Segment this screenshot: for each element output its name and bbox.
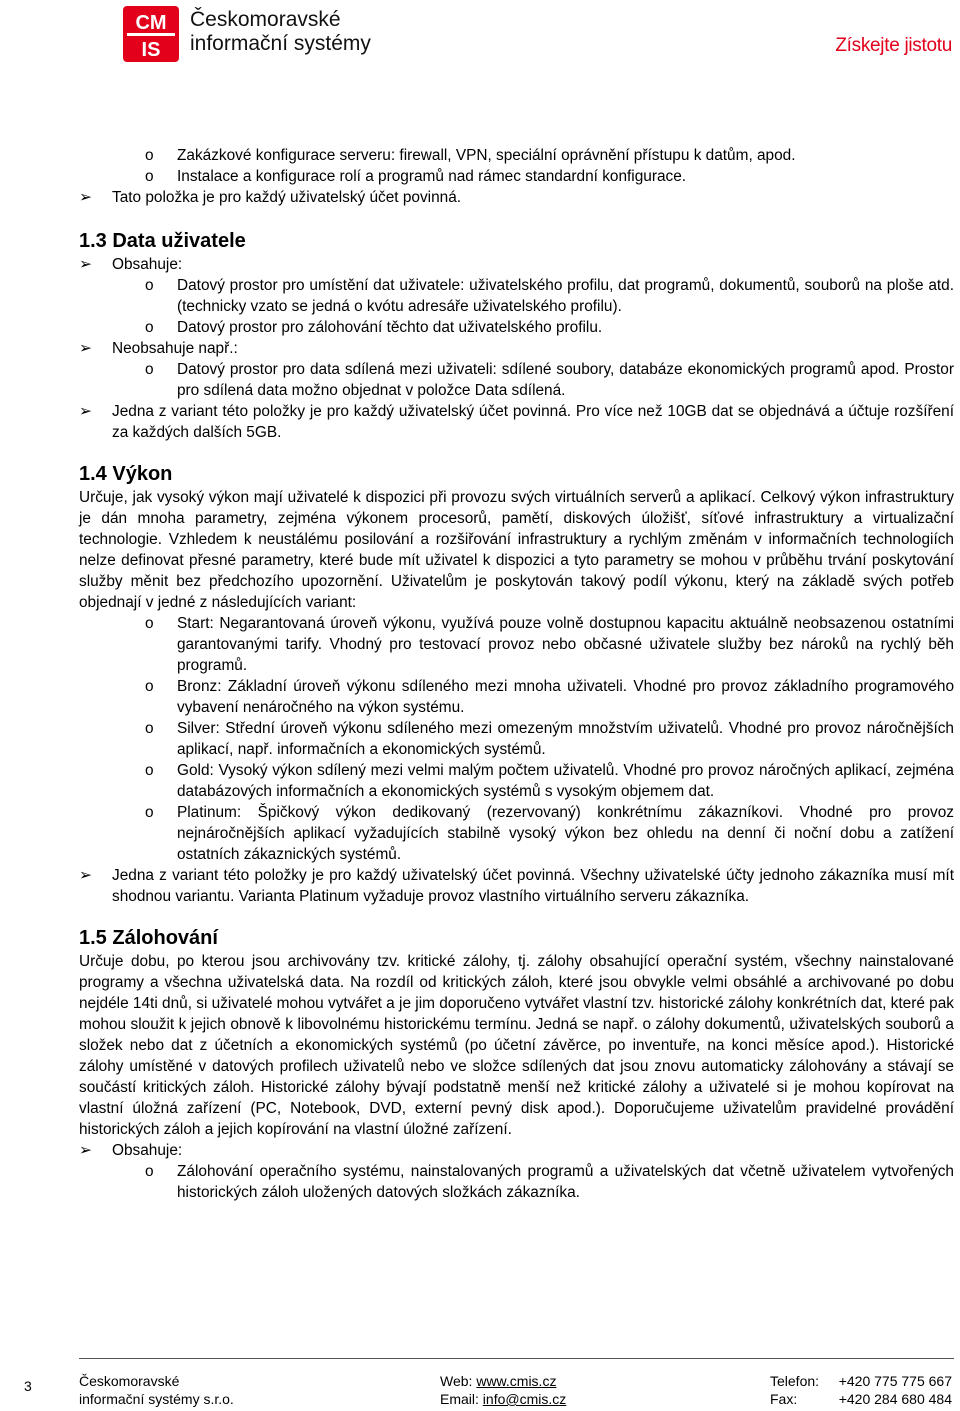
list-item: ➢ Tato položka je pro každý uživatelský účet povinná.	[79, 189, 462, 206]
paragraph: Určuje, jak vysoký výkon mají uživatelé k dispozici při provozu svých virtuálních serverů a aplikací. Celkový výkon infrastruktury je dán mnoha parametry, zejména výkonem procesorů, pamětí, diskových úložišť, síťové infrastruktury a virtualizační technologie. Vzhledem k neustálému posilování a rozšiřování infrastruktury a rychlým změnám v informačních technologiích nelze definovat přesné parametry, které bude mít uživatel k dispozici a tyto parametry se mohou v průběhu trvání poskytování služby měnit bez předchozího upozornění. Uživatelům je poskytován takový podíl výkonu, který na základě svých potřeb objednají v jedné z následujících variant:	[79, 489, 954, 611]
list-item: o Start: Negarantovaná úroveň výkonu, využívá pouze volně dostupnou kapacitu aktuálně neobsazenou ostatními garantovanými tarify. Vhodný pro testovací provoz nebo občasné uživatele služby bez nároků na rychlý běh programů.	[145, 615, 954, 674]
list-item: o Zakázkové konfigurace serveru: firewall, VPN, speciální oprávnění přístupu k datům, apod.	[145, 147, 796, 164]
list-item: o Silver: Střední úroveň výkonu sdíleného mezi omezeným množstvím uživatelů. Vhodné pro provoz náročnějších aplikací, např. informačních a ekonomických systémů.	[145, 720, 954, 758]
list-item: ➢ Neobsahuje např.:	[79, 340, 238, 357]
web-link[interactable]: www.cmis.cz	[476, 1373, 557, 1389]
cmis-logo	[123, 6, 179, 62]
list-item: o Instalace a konfigurace rolí a programů nad rámec standardní konfigurace.	[145, 168, 687, 185]
page-header	[0, 0, 960, 80]
list-item: ➢ Jedna z variant této položky je pro každý uživatelský účet povinná. Všechny uživatelské účty jednoho zákazníka musí mít shodnou variantu. Varianta Platinum vyžaduje provoz vlastního virtuálního serveru zákazníka.	[79, 867, 954, 905]
section-title: 1.4 Výkon	[79, 463, 173, 485]
footer-phones: Telefon: +420 775 775 667 Fax: +420 284 680 484	[770, 1373, 952, 1407]
list-item: o Datový prostor pro zálohování těchto dat uživatelského profilu.	[145, 319, 603, 336]
company-name: Českomoravské informační systémy	[190, 8, 371, 55]
email-link[interactable]: info@cmis.cz	[482, 1391, 567, 1407]
list-item: o Datový prostor pro umístění dat uživatele: uživatelského profilu, dat programů, dokumentů, souborů na ploše atd. (technicky vzato se jedná o kvótu adresáře uživatelského profilu).	[145, 277, 954, 315]
document-body	[79, 145, 954, 1203]
svg-text:CM: CM	[135, 12, 167, 34]
section-title: 1.5 Zálohování	[79, 927, 218, 949]
page-footer	[0, 1350, 960, 1411]
footer-contacts: Web: www.cmis.cz Email: info@cmis.cz	[440, 1373, 567, 1407]
list-item: o Zálohování operačního systému, nainstalovaných programů a uživatelských dat včetně uživatelem vytvořených historických záloh uložených datových složkách zákazníka.	[145, 1163, 954, 1201]
footer-divider	[79, 1358, 954, 1359]
section-title: 1.3 Data uživatele	[79, 230, 246, 252]
list-item: o Bronz: Základní úroveň výkonu sdíleného mezi mnoha uživateli. Vhodné pro provoz základního programového vybavení nenáročného na výkon systému.	[145, 678, 954, 716]
slogan: Získejte jistotu	[835, 35, 952, 56]
list-item: ➢ Jedna z variant této položky je pro každý uživatelský účet povinná. Pro více než 10GB dat se objednává a účtuje rozšíření za každých dalších 5GB.	[79, 403, 954, 441]
list-item: ➢ Obsahuje:	[79, 256, 183, 273]
svg-text:IS: IS	[141, 39, 161, 61]
list-item: o Gold: Vysoký výkon sdílený mezi velmi malým počtem uživatelů. Vhodné pro provoz náročných aplikací, zejména databázových informačních a ekonomických systémů s vysokým objemem dat.	[145, 762, 954, 800]
list-item: ➢ Obsahuje:	[79, 1142, 183, 1159]
paragraph: Určuje dobu, po kterou jsou archivovány tzv. kritické zálohy, tj. zálohy obsahující operační systém, všechny nainstalované programy a všechna uživatelská data. Na rozdíl od kritických záloh, které jsou obvykle velmi obsáhlé a archivované po dobu nejdéle 14ti dnů, si uživatelé mohou vytvářet a je jim doporučeno vytvářet vlastní tzv. historické zálohy konkrétních dat, které pak mohou sloužit k jejich obnově k libovolnému historickému termínu. Jedná se např. o zálohy dokumentů, uživatelských souborů a složek nebo dat z účetních a ekonomických systémů (po účetní závěrce, po inventuře, na konci měsíce apod.). Historické zálohy umístěné v datových profilech uživatelů nebo ve složce sdílených dat jsou znovu automaticky zálohovány a stávají se součástí kritických záloh. Historické zálohy bývají podstatně menší než kritické zálohy a uživatelé si je mohou kopírovat na vlastní úložná zařízení (PC, Notebook, DVD, externí pevný disk apod.). Doporučujeme uživatelům pravidelné provádění historických záloh a jejich kopírování na vlastní úložné zařízení.	[79, 953, 954, 1138]
list-item: o Datový prostor pro data sdílená mezi uživateli: sdílené soubory, databáze ekonomických programů apod. Prostor pro sdílená data možno objednat v položce Data sdílená.	[145, 361, 954, 399]
footer-company: Českomoravské informační systémy s.r.o.	[79, 1373, 234, 1407]
list-item: o Platinum: Špičkový výkon dedikovaný (rezervovaný) konkrétnímu zákazníkovi. Vhodné pro provoz nejnáročnějších aplikací vyžadujících stabilně vysoký výkon bez ohledu na denní či noční dobu a zatížení ostatních zákaznických systémů.	[145, 804, 954, 863]
page-number: 3	[24, 1378, 32, 1394]
